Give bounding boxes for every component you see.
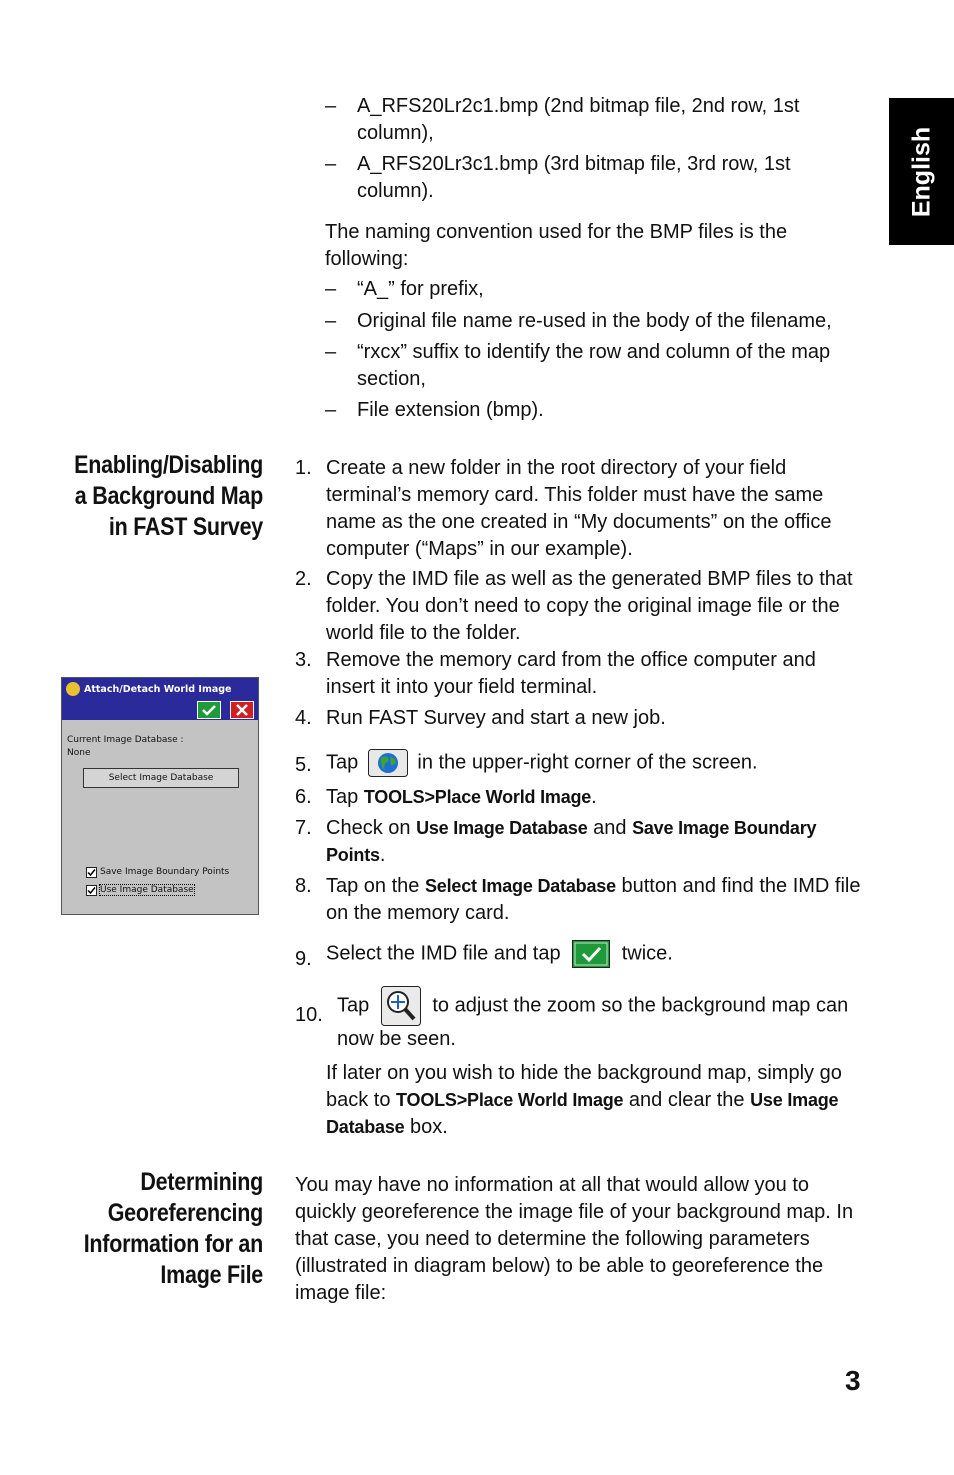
step-text: Copy the IMD file as well as the generated BMP files to that folder. You don’t need to copy the original image file or the world file to the folder. (326, 568, 853, 644)
heading-line: Information for an (83, 1230, 263, 1258)
step-text-post: button and find the IMD file on the memory card. (326, 875, 861, 924)
step-text-mid: and (593, 817, 627, 839)
step-text-post: twice. (621, 942, 673, 965)
list-item-text: “A_” for prefix, (357, 278, 484, 300)
check-icon (202, 704, 216, 716)
section-heading (54, 1167, 263, 1291)
list-item-text: A_RFS20Lr3c1.bmp (3rd bitmap file, 3rd row, 1st column). (357, 153, 791, 202)
step-item (295, 986, 870, 1053)
heading-line: Image File (160, 1261, 263, 1289)
section-heading (54, 450, 263, 543)
dash: – (325, 310, 337, 332)
globe-icon (368, 749, 408, 777)
note-text-pre: If later on you wish to hide the background map, simply go back to (326, 1062, 842, 1111)
step-text-post: . (379, 844, 386, 866)
step-text (326, 873, 866, 927)
step-text (326, 940, 870, 968)
step-number: 6. (295, 786, 312, 808)
step-number: 7. (295, 817, 312, 839)
heading-line: in FAST Survey (108, 513, 263, 541)
list-item-text: Original file name re-used in the body of the filename, (357, 310, 832, 332)
dash: – (325, 95, 337, 117)
screenshot-title: Attach/Detach World Image (84, 684, 232, 695)
step-number: 3. (295, 649, 312, 671)
note-text-post: box. (410, 1116, 448, 1138)
step-item (295, 749, 870, 777)
dash: – (325, 399, 337, 421)
close-button[interactable] (230, 701, 254, 719)
heading-line: Determining (140, 1168, 263, 1196)
checkmark-icon (87, 868, 96, 877)
use-image-db-checkbox[interactable] (86, 885, 97, 896)
step-number: 10. (295, 1004, 323, 1026)
step-text: Create a new folder in the root directory of your field terminal’s memory card. This folder must have the same name as the one created in “My documents” on the office computer (“Maps” in our example). (326, 457, 832, 560)
heading-line: Enabling/Disabling (74, 451, 263, 479)
step-text-pre: Select the IMD file and tap (326, 942, 561, 965)
attach-detach-screenshot (61, 677, 259, 915)
step-item (295, 873, 870, 927)
step-text-pre: Tap (326, 786, 359, 808)
select-image-database-button[interactable]: Select Image Database (83, 768, 239, 788)
step-text-post: to adjust the zoom so the background map can now be seen. (337, 994, 849, 1050)
list-item (325, 308, 875, 335)
close-icon (235, 704, 249, 716)
step-number: 8. (295, 875, 312, 897)
step-text-pre: Tap on the (326, 875, 420, 897)
step-text (337, 986, 857, 1053)
heading-line: Georeferencing (107, 1199, 263, 1227)
section2-paragraph: You may have no information at all that would allow you to quickly georeference the image file of your background map. In that case, you need to determine the following parameters (illustrated in diagram below) to be able to georeference the image file: (295, 1174, 854, 1304)
note-paragraph (326, 1060, 866, 1141)
option-name: Save Image Boundary Points (326, 818, 817, 865)
step-text: Run FAST Survey and start a new job. (326, 707, 666, 729)
dash: – (325, 278, 337, 300)
save-boundary-checkbox[interactable] (86, 867, 97, 878)
step-text (326, 784, 870, 811)
ok-check-icon (572, 940, 610, 968)
list-item-text: File extension (bmp). (357, 399, 544, 421)
language-tab (889, 98, 954, 245)
step-item (295, 815, 870, 869)
note-text-mid: and clear the (628, 1089, 745, 1111)
naming-intro: The naming convention used for the BMP files is the following: (325, 221, 788, 270)
step-text-post: in the upper-right corner of the screen. (417, 751, 758, 774)
checkmark-icon (87, 886, 96, 895)
language-tab-label: English (907, 126, 935, 217)
step-number: 1. (295, 457, 312, 479)
page-number: 3 (845, 1365, 861, 1396)
option-name: Use Image Database (416, 818, 588, 838)
step-text-pre: Tap (326, 751, 359, 774)
list-item-text: “rxcx” suffix to identify the row and column of the map section, (357, 341, 831, 390)
dash: – (325, 153, 337, 175)
step-number: 2. (295, 568, 312, 590)
step-item (295, 647, 870, 701)
step-text-post: . (591, 786, 597, 808)
step-item (295, 455, 870, 563)
step-item (295, 566, 870, 647)
step-text (326, 815, 846, 869)
step-number: 4. (295, 707, 312, 729)
screenshot-titlebar (62, 678, 258, 720)
step-text (326, 749, 870, 777)
option-name: Use Image Database (326, 1090, 839, 1137)
list-item (325, 339, 875, 393)
step-text: Remove the memory card from the office computer and insert it into your field terminal. (326, 649, 816, 698)
step-text-pre: Check on (326, 817, 411, 839)
step-number: 5. (295, 754, 312, 776)
current-db-label: Current Image Database : (67, 735, 184, 745)
list-item (325, 276, 875, 303)
step-text-pre: Tap (337, 994, 370, 1017)
current-db-value: None (67, 748, 91, 758)
list-item (325, 93, 875, 147)
heading-line: a Background Map (74, 482, 263, 510)
menu-path: TOOLS>Place World Image (363, 787, 592, 807)
menu-path: TOOLS>Place World Image (396, 1090, 624, 1110)
step-item (295, 784, 870, 811)
step-item (295, 940, 870, 968)
step-item (295, 705, 870, 732)
dash: – (325, 341, 337, 363)
step-number: 9. (295, 948, 312, 970)
list-item (325, 397, 875, 424)
save-boundary-label: Save Image Boundary Points (100, 867, 230, 877)
zoom-icon (381, 986, 421, 1026)
button-name: Select Image Database (424, 876, 616, 896)
list-item-text: A_RFS20Lr2c1.bmp (2nd bitmap file, 2nd row, 1st column), (357, 95, 800, 144)
use-image-db-label: Use Image Database (100, 885, 194, 895)
app-logo-icon (66, 682, 80, 696)
list-item (325, 151, 875, 205)
ok-button[interactable] (197, 701, 221, 719)
